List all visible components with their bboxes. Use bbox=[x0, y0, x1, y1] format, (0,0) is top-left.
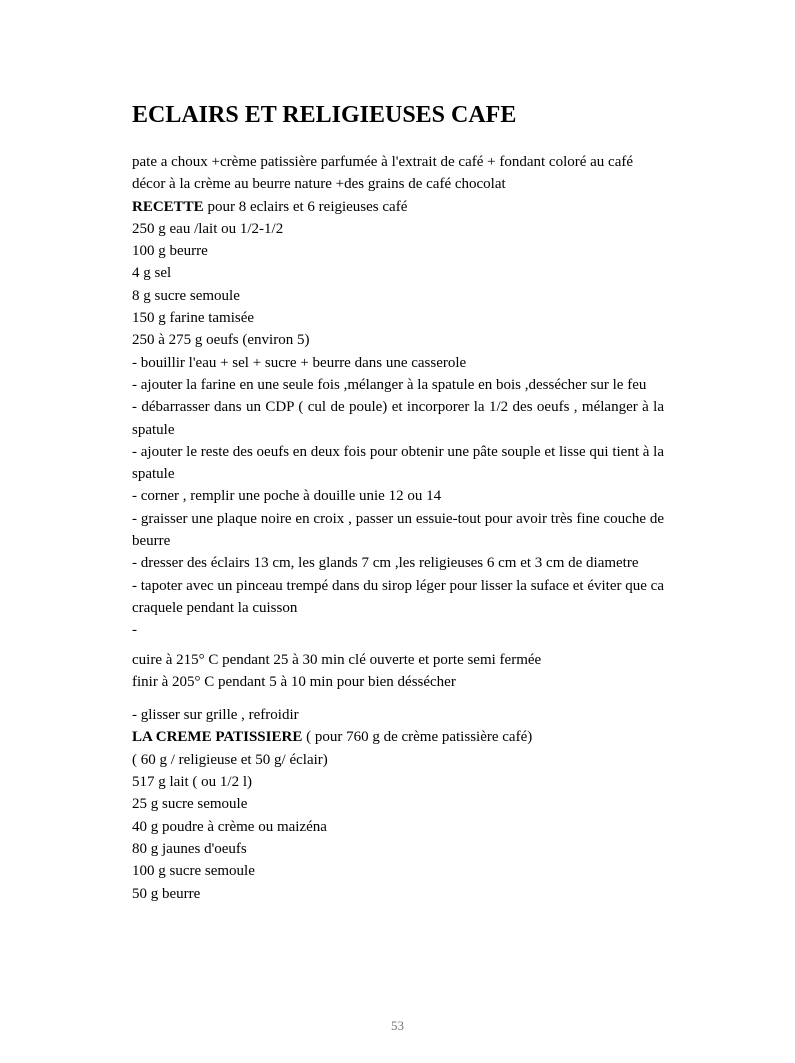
refroidir-line: - glisser sur grille , refroidir bbox=[132, 707, 299, 724]
spacer bbox=[132, 693, 664, 704]
creme-ingredient-line: 100 g sucre semoule bbox=[132, 863, 255, 880]
creme-heading: LA CREME PATISSIERE bbox=[132, 729, 303, 746]
recette-heading: RECETTE bbox=[132, 198, 204, 215]
creme-ingredient-line: 40 g poudre à crème ou maizéna bbox=[132, 818, 327, 835]
step-line: - débarrasser dans un CDP ( cul de poule) et incorporer la 1/2 des oeufs , mélanger à la spatule bbox=[132, 399, 664, 438]
ingredient-line: 250 à 275 g oeufs (environ 5) bbox=[132, 332, 310, 349]
creme-ingredient-line: 25 g sucre semoule bbox=[132, 796, 248, 813]
intro-line: pate a choux +crème patissière parfumée à l'extrait de café + fondant coloré au café bbox=[132, 154, 634, 170]
recette-subtitle: pour 8 eclairs et 6 reigieuses café bbox=[203, 198, 408, 215]
step-line: - ajouter la farine en une seule fois ,mélanger à la spatule en bois ,dessécher sur le feu bbox=[132, 376, 647, 393]
creme-line bbox=[132, 726, 664, 748]
creme-ingredient-line: 50 g beurre bbox=[132, 885, 201, 902]
ingredient-line: 8 g sucre semoule bbox=[132, 287, 240, 304]
ingredient-line: 150 g farine tamisée bbox=[132, 310, 255, 327]
recette-line bbox=[132, 196, 664, 218]
page-number: 53 bbox=[391, 1018, 404, 1033]
step-line: - dresser des éclairs 13 cm, les glands 7 cm ,les religieuses 6 cm et 3 cm de diametre bbox=[132, 555, 639, 572]
ingredient-line: 4 g sel bbox=[132, 265, 172, 282]
ingredient-line: 250 g eau /lait ou 1/2-1/2 bbox=[132, 220, 284, 237]
step-line: - tapoter avec un pinceau trempé dans du sirop léger pour lisser la suface et éviter que ca craquele pendant la cuisson bbox=[132, 577, 664, 616]
step-line: - bbox=[132, 622, 137, 639]
ingredient-line: 100 g beurre bbox=[132, 243, 208, 260]
recipe-body bbox=[132, 151, 664, 905]
spacer bbox=[132, 642, 664, 649]
step-line: - graisser une plaque noire en croix , passer un essuie-tout pour avoir très fine couche de beurre bbox=[132, 510, 664, 550]
cuisson-line: finir à 205° C pendant 5 à 10 min pour bien déssécher bbox=[132, 673, 456, 690]
step-line: - ajouter le reste des oeufs en deux fois pour obtenir une pâte souple et lisse qui tient à la spatule bbox=[132, 443, 664, 483]
step-line: - bouillir l'eau + sel + sucre + beurre dans une casserole bbox=[132, 354, 467, 371]
creme-ingredient-line: 517 g lait ( ou 1/2 l) bbox=[132, 774, 252, 791]
cuisson-line: cuire à 215° C pendant 25 à 30 min clé ouverte et porte semi fermée bbox=[132, 651, 542, 668]
creme-subtitle: ( pour 760 g de crème patissière café) bbox=[302, 729, 533, 746]
recipe-title: ECLAIRS ET RELIGIEUSES CAFE bbox=[132, 102, 517, 128]
creme-ingredient-line: 80 g jaunes d'oeufs bbox=[132, 840, 247, 857]
step-line: - corner , remplir une poche à douille unie 12 ou 14 bbox=[132, 488, 442, 505]
creme-portion: ( 60 g / religieuse et 50 g/ éclair) bbox=[132, 751, 328, 768]
intro-line: décor à la crème au beurre nature +des grains de café chocolat bbox=[132, 176, 506, 193]
